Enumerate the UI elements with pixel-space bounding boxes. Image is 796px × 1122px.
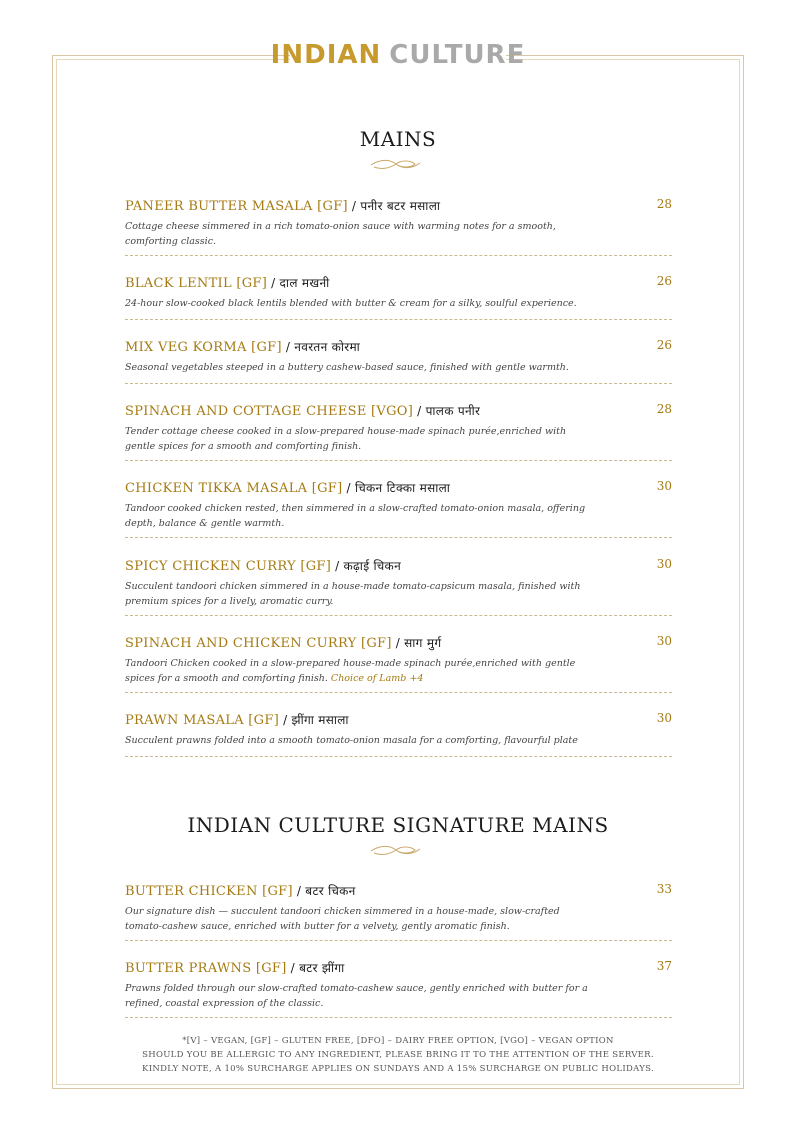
item-divider <box>125 1017 672 1018</box>
item-description <box>125 656 595 686</box>
menu-item <box>125 882 672 934</box>
menu-item <box>125 557 672 609</box>
item-price: 37 <box>656 959 672 973</box>
item-divider <box>125 319 672 320</box>
item-description: Tender cottage cheese cooked in a slow-prepared house-made spinach purée,enriched with gentle spices for a smooth and comforting finish. <box>125 426 567 452</box>
item-hindi-name: / साग मुर्ग <box>395 636 442 650</box>
item-divider <box>125 692 672 693</box>
item-description: Succulent tandoori chicken simmered in a house-made tomato-capsicum masala, finished with premium spices for a lively, aromatic curry. <box>125 581 581 607</box>
item-description: 24-hour slow-cooked black lentils blended with butter & cream for a silky, soulful experience. <box>125 298 577 309</box>
item-description: Seasonal vegetables steeped in a buttery cashew-based sauce, finished with gentle warmth. <box>125 362 569 373</box>
item-description-text: Tandoori Chicken cooked in a slow-prepared house-made spinach purée,enriched with gentle spices for a smooth and comforting finish. <box>125 658 576 684</box>
item-hindi-name: / चिकन टिक्का मसाला <box>346 481 451 495</box>
flourish-icon <box>368 842 428 858</box>
item-price: 30 <box>656 479 672 493</box>
item-name: SPICY CHICKEN CURRY [GF] <box>125 559 332 574</box>
flourish-icon <box>368 156 428 172</box>
section-title-mains: MAINS <box>359 127 437 151</box>
item-price: 26 <box>656 274 672 288</box>
item-hindi-name: / पनीर बटर मसाला <box>351 199 441 213</box>
item-hindi-name: / कढ़ाई चिकन <box>335 559 402 573</box>
item-hindi-name: / नवरतन कोरमा <box>285 340 361 354</box>
item-divider <box>125 756 672 757</box>
logo-text-culture: CULTURE <box>389 40 526 70</box>
item-price: 28 <box>656 197 672 211</box>
menu-item <box>125 634 672 686</box>
item-price: 30 <box>656 711 672 725</box>
item-choice-option: Choice of Lamb +4 <box>330 673 424 684</box>
item-divider <box>125 460 672 461</box>
item-hindi-name: / बटर झींगा <box>290 961 345 975</box>
section-title-signature-mains: INDIAN CULTURE SIGNATURE MAINS <box>187 813 609 837</box>
item-name: PRAWN MASALA [GF] <box>125 713 280 728</box>
item-name: CHICKEN TIKKA MASALA [GF] <box>125 481 343 496</box>
item-name: BLACK LENTIL [GF] <box>125 276 268 291</box>
item-divider <box>125 615 672 616</box>
item-name: PANEER BUTTER MASALA [GF] <box>125 199 348 214</box>
logo-text-indian: INDIAN <box>270 40 382 70</box>
menu-item <box>125 338 672 375</box>
item-hindi-name: / दाल मखनी <box>271 276 330 290</box>
footer-notes <box>0 1034 796 1076</box>
item-name: BUTTER PRAWNS [GF] <box>125 961 287 976</box>
item-description: Tandoor cooked chicken rested, then simmered in a slow-crafted tomato-onion masala, offering depth, balance & gentle warmth. <box>125 503 586 529</box>
item-hindi-name: / पालक पनीर <box>417 404 481 418</box>
item-name: SPINACH AND CHICKEN CURRY [GF] <box>125 636 392 651</box>
item-price: 28 <box>656 402 672 416</box>
menu-item <box>125 711 672 748</box>
item-description: Cottage cheese simmered in a rich tomato-onion sauce with warming notes for a smooth, comforting classic. <box>125 221 556 247</box>
item-name: MIX VEG KORMA [GF] <box>125 340 282 355</box>
logo <box>270 38 526 72</box>
item-name: BUTTER CHICKEN [GF] <box>125 884 293 899</box>
item-hindi-name: / बटर चिकन <box>296 884 356 898</box>
item-name: SPINACH AND COTTAGE CHEESE [VGO] <box>125 404 414 419</box>
menu-item <box>125 402 672 454</box>
item-divider <box>125 255 672 256</box>
item-description: Prawns folded through our slow-crafted tomato-cashew sauce, gently enriched with butter for a refined, coastal expression of the classic. <box>125 983 588 1009</box>
item-description: Our signature dish — succulent tandoori chicken simmered in a house-made, slow-crafted tomato-cashew sauce, enriched with butter for a velvety, gently aromatic finish. <box>125 906 560 932</box>
menu-item <box>125 479 672 531</box>
item-divider <box>125 383 672 384</box>
item-price: 26 <box>656 338 672 352</box>
item-divider <box>125 940 672 941</box>
menu-item <box>125 959 672 1011</box>
footer-surcharge-note: KINDLY NOTE, A 10% SURCHARGE APPLIES ON SUNDAYS AND A 15% SURCHARGE ON PUBLIC HOLIDAYS. <box>142 1064 654 1074</box>
item-divider <box>125 537 672 538</box>
item-description: Succulent prawns folded into a smooth tomato-onion masala for a comforting, flavourful plate <box>125 735 578 746</box>
item-hindi-name: / झींगा मसाला <box>283 713 349 727</box>
menu-item <box>125 274 672 311</box>
item-price: 33 <box>656 882 672 896</box>
footer-allergy-note: SHOULD YOU BE ALLERGIC TO ANY INGREDIENT, PLEASE BRING IT TO THE ATTENTION OF THE SERVER. <box>142 1050 654 1060</box>
footer-dietary-legend: *[V] – VEGAN, [GF] – GLUTEN FREE, [DFO] – DAIRY FREE OPTION, [VGO] – VEGAN OPTION <box>182 1036 614 1046</box>
item-price: 30 <box>656 634 672 648</box>
item-price: 30 <box>656 557 672 571</box>
menu-item <box>125 197 672 249</box>
